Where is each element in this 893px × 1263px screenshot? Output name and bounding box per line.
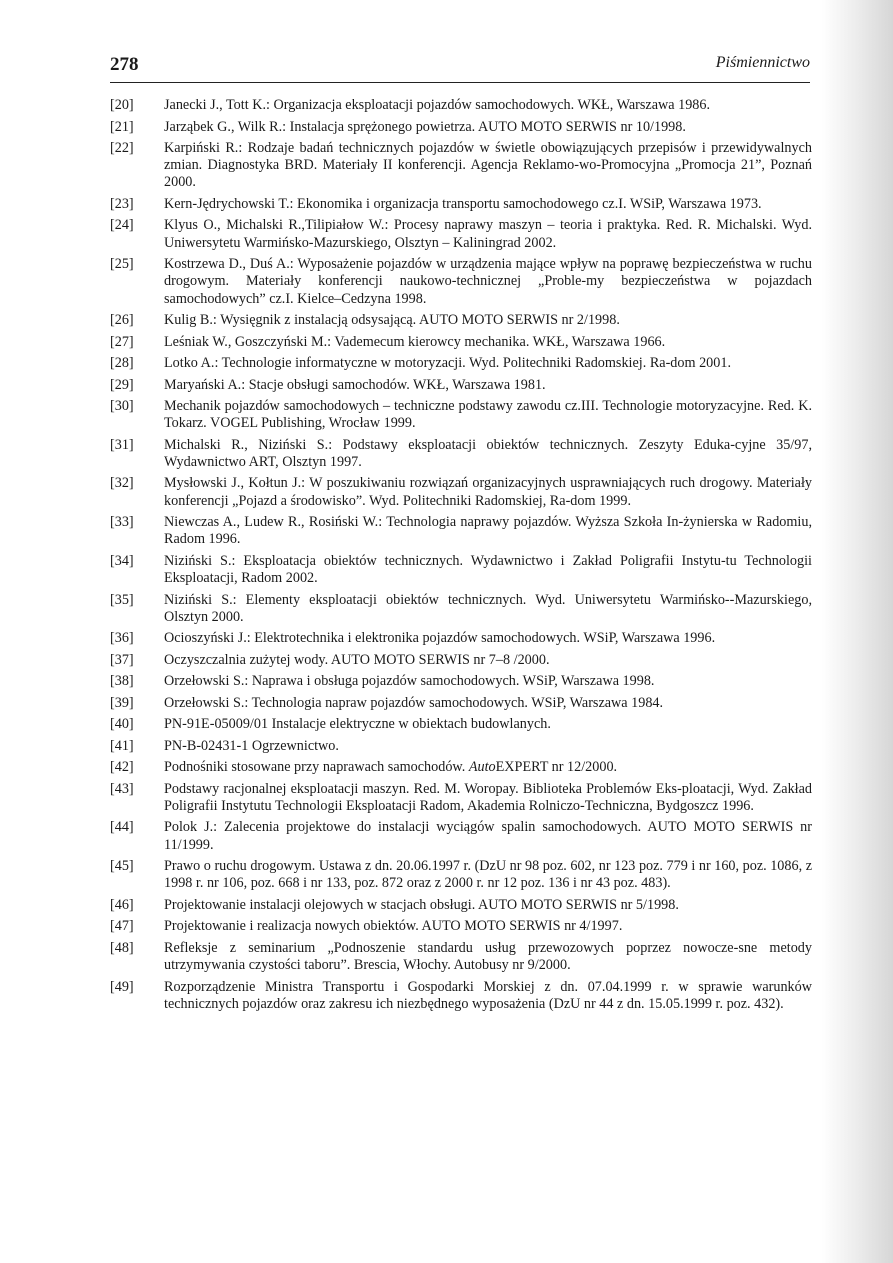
reference-text: Kostrzewa D., Duś A.: Wyposażenie pojazdów w urządzenia mające wpływ na poprawę bezpieczeństwa w ruchu drogowym. Materiały konferencji naukowo-technicznej „Proble-my bezpieczeństwa w pojazdach samochodowych” cz.I. Kielce–Cedzyna 1998. xyxy=(164,256,812,307)
reference-number: [43] xyxy=(110,780,134,797)
reference-number: [44] xyxy=(110,819,134,836)
reference-item xyxy=(110,97,812,114)
reference-text-italic: Auto xyxy=(468,759,496,776)
reference-text: Kulig B.: Wysięgnik z instalacją odsysającą. AUTO MOTO SERWIS nr 2/1998. xyxy=(164,312,620,329)
reference-number: [35] xyxy=(110,591,134,608)
reference-item xyxy=(110,475,812,509)
reference-text: Lotko A.: Technologie informatyczne w motoryzacji. Wyd. Politechniki Radomskiej. Ra-dom 2001. xyxy=(164,355,731,372)
reference-item xyxy=(110,312,812,329)
reference-text: Michalski R., Niziński S.: Podstawy eksploatacji obiektów technicznych. Zeszyty Eduka-cyjne 35/97, Wydawnictwo ART, Olsztyn 1997. xyxy=(164,436,812,470)
reference-text: Podstawy racjonalnej eksploatacji maszyn. Red. M. Woropay. Biblioteka Problemów Eks-ploatacji, Wyd. Zakład Poligrafii Instytutu Technologii Eksploatacji Radom, Akademia Rolniczo-Techniczna, Bydgoszcz 1996. xyxy=(164,780,812,814)
reference-item xyxy=(110,759,812,776)
reference-number: [23] xyxy=(110,195,134,212)
page-number: 278 xyxy=(110,54,139,75)
reference-text: Orzełowski S.: Technologia napraw pojazdów samochodowych. WSiP, Warszawa 1984. xyxy=(164,694,664,711)
reference-number: [38] xyxy=(110,673,134,690)
reference-item xyxy=(110,437,812,471)
reference-item xyxy=(110,695,812,712)
reference-text: Kern-Jędrychowski T.: Ekonomika i organizacja transportu samochodowego cz.I. WSiP, Warszawa 1973. xyxy=(164,195,762,212)
reference-text: Orzełowski S.: Naprawa i obsługa pojazdów samochodowych. WSiP, Warszawa 1998. xyxy=(164,673,655,690)
reference-number: [28] xyxy=(110,355,134,372)
reference-text: Projektowanie instalacji olejowych w stacjach obsługi. AUTO MOTO SERWIS nr 5/1998. xyxy=(164,896,679,913)
reference-item xyxy=(110,979,812,1013)
reference-number: [42] xyxy=(110,759,134,776)
page-header xyxy=(110,52,810,83)
reference-text: PN-91E-05009/01 Instalacje elektryczne w obiektach budowlanych. xyxy=(164,716,551,733)
reference-item xyxy=(110,355,812,372)
reference-text-start: Podnośniki stosowane przy naprawach samochodów. xyxy=(164,759,469,776)
reference-item xyxy=(110,256,812,308)
reference-number: [27] xyxy=(110,333,134,350)
reference-text: Refleksje z seminarium „Podnoszenie standardu usług przewozowych poprzez nowocze-sne metody utrzymywania czystości taboru”. Brescia, Włochy. Autobusy nr 9/2000. xyxy=(164,939,812,974)
reference-number: [34] xyxy=(110,552,134,569)
reference-text: Jarząbek G., Wilk R.: Instalacja sprężonego powietrza. AUTO MOTO SERWIS nr 10/1998. xyxy=(164,118,686,135)
reference-text: Oczyszczalnia zużytej wody. AUTO MOTO SERWIS nr 7–8 /2000. xyxy=(164,651,550,668)
reference-item xyxy=(110,514,812,548)
reference-item xyxy=(110,858,812,892)
reference-number: [32] xyxy=(110,475,134,492)
reference-number: [36] xyxy=(110,630,134,647)
reference-item xyxy=(110,897,812,914)
reference-item xyxy=(110,377,812,394)
reference-text: Projektowanie i realizacja nowych obiektów. AUTO MOTO SERWIS nr 4/1997. xyxy=(164,918,623,935)
reference-text: PN-B-02431-1 Ogrzewnictwo. xyxy=(164,737,339,754)
reference-number: [49] xyxy=(110,978,134,995)
reference-text: Mysłowski J., Kołtun J.: W poszukiwaniu rozwiązań organizacyjnych usprawniających ruch drogowy. Materiały konferencji „Pojazd a środowisko”. Wyd. Politechniki Radomskiej, Ra-dom 1999. xyxy=(164,475,812,509)
reference-item xyxy=(110,940,812,974)
reference-text: Leśniak W., Goszczyński M.: Vademecum kierowcy mechanika. WKŁ, Warszawa 1966. xyxy=(164,333,666,350)
reference-number: [20] xyxy=(110,97,134,113)
reference-item xyxy=(110,196,812,213)
reference-item xyxy=(110,140,812,192)
reference-item xyxy=(110,592,812,626)
reference-number: [21] xyxy=(110,118,134,135)
reference-text: Niziński S.: Elementy eksploatacji obiektów technicznych. Wyd. Uniwersytetu Warmińsko--Mazurskiego, Olsztyn 2000. xyxy=(164,591,812,625)
reference-text-end: EXPERT nr 12/2000. xyxy=(495,759,618,776)
reference-number: [25] xyxy=(110,256,134,273)
reference-text: Rozporządzenie Ministra Transportu i Gospodarki Morskiej z dn. 07.04.1999 r. w sprawie warunków technicznych pojazdów oraz zakresu ich niezbędnego wyposażenia (DzU nr 44 z dn. 15.05.1999 r. poz. 432). xyxy=(164,978,812,1012)
reference-list xyxy=(110,97,812,1017)
reference-item xyxy=(110,630,812,647)
reference-number: [41] xyxy=(110,737,134,754)
running-head: Piśmiennictwo xyxy=(715,54,810,71)
reference-number: [30] xyxy=(110,398,134,415)
reference-text: Janecki J., Tott K.: Organizacja eksploatacji pojazdów samochodowych. WKŁ, Warszawa 1986. xyxy=(164,97,711,113)
reference-text: Niziński S.: Eksploatacja obiektów technicznych. Wydawnictwo i Zakład Poligrafii Instytu-tu Technologii Eksploatacji, Radom 2002. xyxy=(164,552,812,587)
reference-item xyxy=(110,918,812,935)
reference-number: [39] xyxy=(110,694,134,711)
reference-number: [24] xyxy=(110,217,134,234)
reference-text: Prawo o ruchu drogowym. Ustawa z dn. 20.06.1997 r. (DzU nr 98 poz. 602, nr 123 poz. 779 i nr 160, poz. 1086, z 1998 r. nr 106, poz. 668 i nr 133, poz. 872 oraz z 2000 r. nr 12 poz. 136 i nr 43 poz. 483). xyxy=(164,858,812,892)
reference-item xyxy=(110,738,812,755)
reference-number: [48] xyxy=(110,939,134,956)
reference-number: [29] xyxy=(110,376,134,393)
reference-number: [40] xyxy=(110,716,134,733)
reference-text: Mechanik pojazdów samochodowych – techniczne podstawy zawodu cz.III. Technologie motoryzacyjne. Red. K. Tokarz. VOGEL Publishing, Wrocław 1999. xyxy=(164,398,812,432)
reference-number: [46] xyxy=(110,896,134,913)
reference-item xyxy=(110,716,812,733)
reference-text: Klyus O., Michalski R.,Tilipiałow W.: Procesy naprawy maszyn – teoria i praktyka. Red. R. Michalski. Wyd. Uniwersytetu Warmińsko-Mazurskiego, Olsztyn – Kaliningrad 2002. xyxy=(164,217,812,251)
reference-item xyxy=(110,398,812,432)
reference-item xyxy=(110,119,812,136)
reference-item xyxy=(110,553,812,587)
reference-text: Ocioszyński J.: Elektrotechnika i elektronika pojazdów samochodowych. WSiP, Warszawa 1996. xyxy=(164,630,716,647)
reference-item xyxy=(110,652,812,669)
reference-item xyxy=(110,819,812,853)
reference-item xyxy=(110,217,812,251)
reference-text: Polok J.: Zalecenia projektowe do instalacji wyciągów spalin samochodowych. AUTO MOTO SERWIS nr 11/1999. xyxy=(164,819,812,853)
reference-text: Karpiński R.: Rodzaje badań technicznych pojazdów w świetle obowiązujących przepisów i przewidywalnych zmian. Diagnostyka BRD. Materiały II konferencji. Agencja Reklamo-wo-Promocyjna „Promocja 21”, Poznań 2000. xyxy=(164,140,812,191)
reference-number: [47] xyxy=(110,918,134,935)
reference-item xyxy=(110,781,812,815)
reference-item xyxy=(110,334,812,351)
reference-number: [45] xyxy=(110,858,134,875)
reference-text: Maryański A.: Stacje obsługi samochodów. WKŁ, Warszawa 1981. xyxy=(164,376,546,393)
reference-text xyxy=(164,759,812,776)
reference-number: [33] xyxy=(110,514,134,531)
reference-number: [37] xyxy=(110,651,134,668)
reference-number: [22] xyxy=(110,140,134,156)
reference-number: [31] xyxy=(110,436,134,453)
reference-item xyxy=(110,673,812,690)
reference-text: Niewczas A., Ludew R., Rosiński W.: Technologia naprawy pojazdów. Wyższa Szkoła In-żynierska w Radomiu, Radom 1996. xyxy=(164,514,812,548)
reference-number: [26] xyxy=(110,312,134,329)
